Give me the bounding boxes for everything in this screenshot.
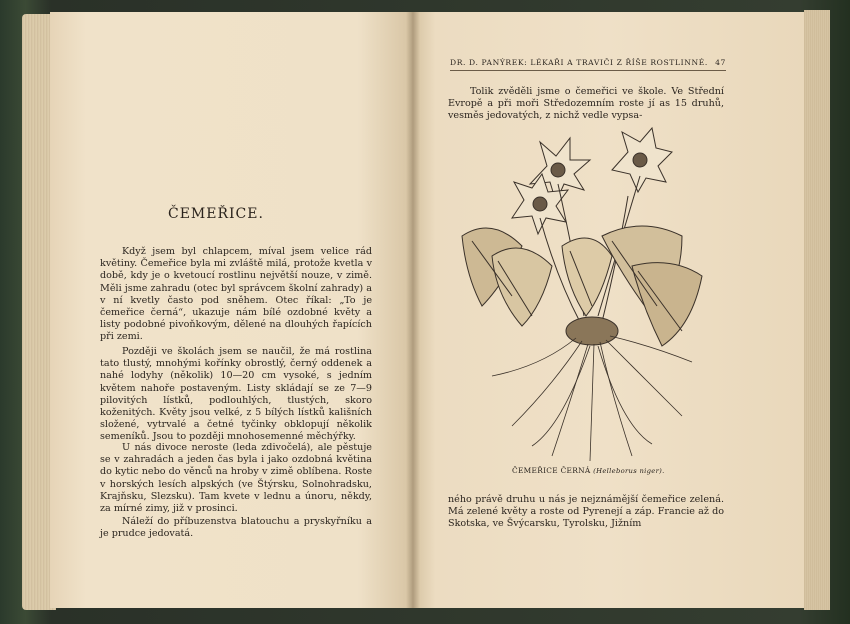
left-paragraph-2 (100, 346, 372, 444)
right-bottom-paragraph (448, 494, 724, 531)
left-paragraph-1 (100, 246, 372, 344)
caption-latin: (Helleborus niger). (593, 467, 665, 475)
flower-top-right (612, 128, 672, 192)
page-number: 47 (715, 58, 726, 67)
paragraph-text: Když jsem byl chlapcem, míval jsem velice rád květiny. Čemeřice byla mi zvláště milá, protože kvetla v době, kdy je o kvetoucí rostlinu největší nouze, v zimě. Měli jsme zahradu (otec byl správcem školní zahrady) a v ní kvetly často pod sněhem. Otec říkal: „To je čemeřice černá“, ukazuje nám bílé ozdobné květy a listy podobné pivoňkovým, dělené na dlouhých řapících při zemi. (100, 246, 372, 343)
paragraph-text: Tolik zvěděli jsme o čemeřici ve škole. Ve Střední Evropě a při moři Středozemním roste jí as 15 druhů, vesměs jedovatých, z nichž vedle vypsa- (448, 86, 724, 122)
figure-caption (512, 466, 665, 475)
running-header (450, 58, 726, 71)
page-edges-right (804, 10, 830, 610)
hellebore-illustration (452, 126, 720, 464)
right-top-paragraph (448, 86, 724, 123)
left-paragraph-3 (100, 442, 372, 515)
left-paragraph-4 (100, 516, 372, 540)
chapter-title: ČEMEŘICE. (168, 206, 264, 222)
paragraph-text: Náleží do příbuzenstva blatouchu a pryskyřníku a je prudce jedovatá. (100, 516, 372, 540)
paragraph-text: U nás divoce neroste (leda zdivočelá), ale pěstuje se v zahradách a jeden čas byla i jako ozdobná květina do kytic nebo do věnců na hroby v zimě oblíbena. Roste v horských lesích alpských (ve Štýrsku, Solnohradsku, Krajňsku, Slezsku). Tam kvete v lednu a únoru, někdy, za mírné zimy, již v prosinci. (100, 442, 372, 515)
book-gutter (406, 12, 420, 608)
caption-name: ČEMEŘICE ČERNÁ (512, 466, 591, 475)
paragraph-text: ného právě druhu u nás je nejznámější čemeřice zelená. Má zelené květy a roste od Pyrenejí a záp. Francie až do Skotska, ve Švýcarsku, Tyrolsku, Jižním (448, 494, 724, 530)
running-head-text: DR. D. PANÝREK: LÉKAŘI A TRAVIČI Z ŘÍŠE ROSTLINNÉ. (450, 58, 708, 67)
paragraph-text: Později ve školách jsem se naučil, že má rostlina tato tlustý, mnohými kořínky obrostlý, černý oddenek a nahé lodyhy (několik) 10—20 cm vysoké, s jedním květem nahoře postaveným. Listy skládají se ze 7—9 pilovitých lístků, podlouhlých, tlustých, skoro koženitých. Květy jsou velké, z 5 bílých lístků kališních složené, vytrvalé a četné tyčinky obklopují několik semeníků. Jsou to později mnohosemenné měchýřky. (100, 346, 372, 443)
